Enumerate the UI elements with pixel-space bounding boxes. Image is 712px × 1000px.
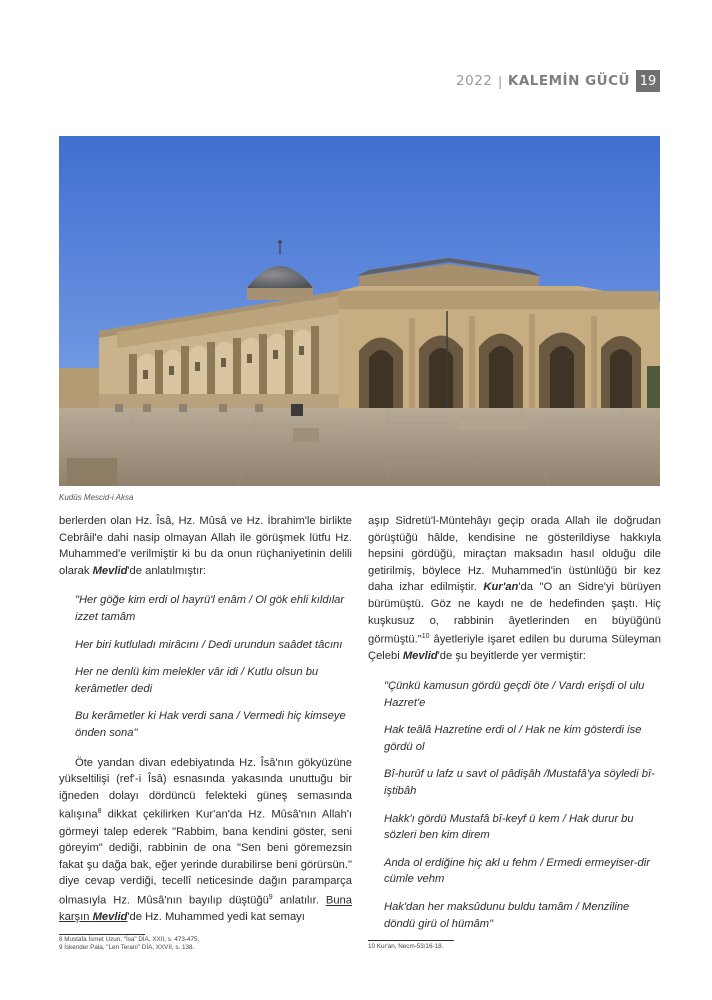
footnote-rule	[59, 934, 145, 935]
verse: Bî-hurûf u lafz u savt ol pâdişâh /Mustafâ'ya söyledi bî-iştibâh	[384, 768, 655, 798]
paragraph: berlerden olan Hz. Îsâ, Hz. Mûsâ ve Hz. İbrahim'le birlikte Cebrâil'e dahi nasip olmayan Allah ile görüşmek lütfu Hz. Muhammed'e verilmiştir ki bu da onun rüçhaniyetinin delili olarak Mevlid'de anlatılmıştır:	[59, 515, 352, 577]
footnote: 10 Kur'an, Necm-53/16-18.	[368, 943, 444, 950]
verse: "Çünkü kamusun gördü geçdi öte / Vardı erişdi ol ulu Hazret'e	[384, 680, 645, 709]
verse: Bu kerâmetler ki Hak verdi sana / Vermedi hiç kimseye önden sona"	[75, 710, 346, 739]
paragraph: aşıp Sidretü'l-Müntehâyı geçip orada Allah ile doğrudan görüştüğü hâlde, kendisine ne gösterildiyse hakkıyla hepsini gördüğü, miraçtan maksadın hasıl olduğu dile getirilmiş, böylece Hz. Muhammed'in üstünlüğü bir kez daha izhar edilmiştir. Kur'an'da "O an Sidre'yi bürüyen bürümüştü. Göz ne kaydı ne de hedefinden şaştı. Hiç kuşkusuz o, rabbinin âyetlerinden en büyüğünü görmüştü."$^{10}$ âyetleriyle işaret edilen bu duruma Süleyman Çelebi Mevlid'de şu beyitlerde yer vermiştir:	[368, 515, 661, 663]
header-separator: |	[498, 73, 502, 89]
verse: Her ne denlü kim melekler vâr idi / Kutlu olsun bu kerâmetler dedi	[75, 666, 319, 695]
header-title: KALEMİN GÜCÜ	[507, 73, 630, 89]
footnote: 8 Mustafa İsmet Uzun, "İsa" DİA, XXII, s. 473-475.	[59, 936, 200, 943]
verse: Her biri kutluladı mirâcını / Dedi urundun saâdet tâcını	[75, 638, 343, 651]
verse: "Her göğe kim erdi ol hayrü'l enâm / Ol gök ehli kıldılar izzet tamâm	[75, 594, 345, 623]
footnote-rule	[368, 940, 454, 941]
page-header	[456, 70, 660, 92]
paragraph: Öte yandan divan edebiyatında Hz. Îsâ'nın gökyüzüne yükseltilişi (ref'-i Îsâ) esnasında yakasında unuttuğu bir iğneden dolayı dördüncü felekteki güneş semasında kalışına$^8$ dikkat çekilirken Kur'an'da Hz. Mûsâ'nın Allah'ı görmeyi talep ederek "Rabbim, bana kendini göster, seni göreyim" dediği, rabbinin de ona "Sen beni göremezsin fakat şu dağa bak, eğer yerinde durabilirse beni görürsün." diye cevap verdiği, tecellî neticesinde dağın paramparça olmasıyla Hz. Mûsâ'nın bayılıp düştüğü$^9$ anlatılır. Buna karşın Mevlid'de Hz. Muhammed yedi kat semayı	[59, 756, 352, 924]
verse: Hak teâlâ Hazretine erdi ol / Hak ne kim gösterdi ise gördü ol	[384, 724, 642, 753]
footnote: 9 İskender Pala, "Len Terani" DİA, XXVII, s. 138.	[59, 944, 195, 951]
verse: Hakk'ı gördü Mustafâ bî-keyf ü kem / Hak durur bu sözleri ben kim direm	[384, 812, 634, 842]
left-column	[59, 513, 352, 926]
verse: Anda ol erdiğine hiç akl u fehm / Ermedi ermeyiser-dir cümle vehm	[384, 856, 650, 886]
verse: Hak'dan her maksûdunu buldu tamâm / Menziline döndü girü ol hümâm"	[384, 901, 630, 930]
header-year: 2022	[456, 73, 493, 89]
photo-caption: Kudüs Mescid-i Aksa	[59, 493, 134, 502]
right-column	[368, 513, 661, 932]
page-number: 19	[636, 70, 660, 92]
mosque-photo	[59, 136, 660, 486]
